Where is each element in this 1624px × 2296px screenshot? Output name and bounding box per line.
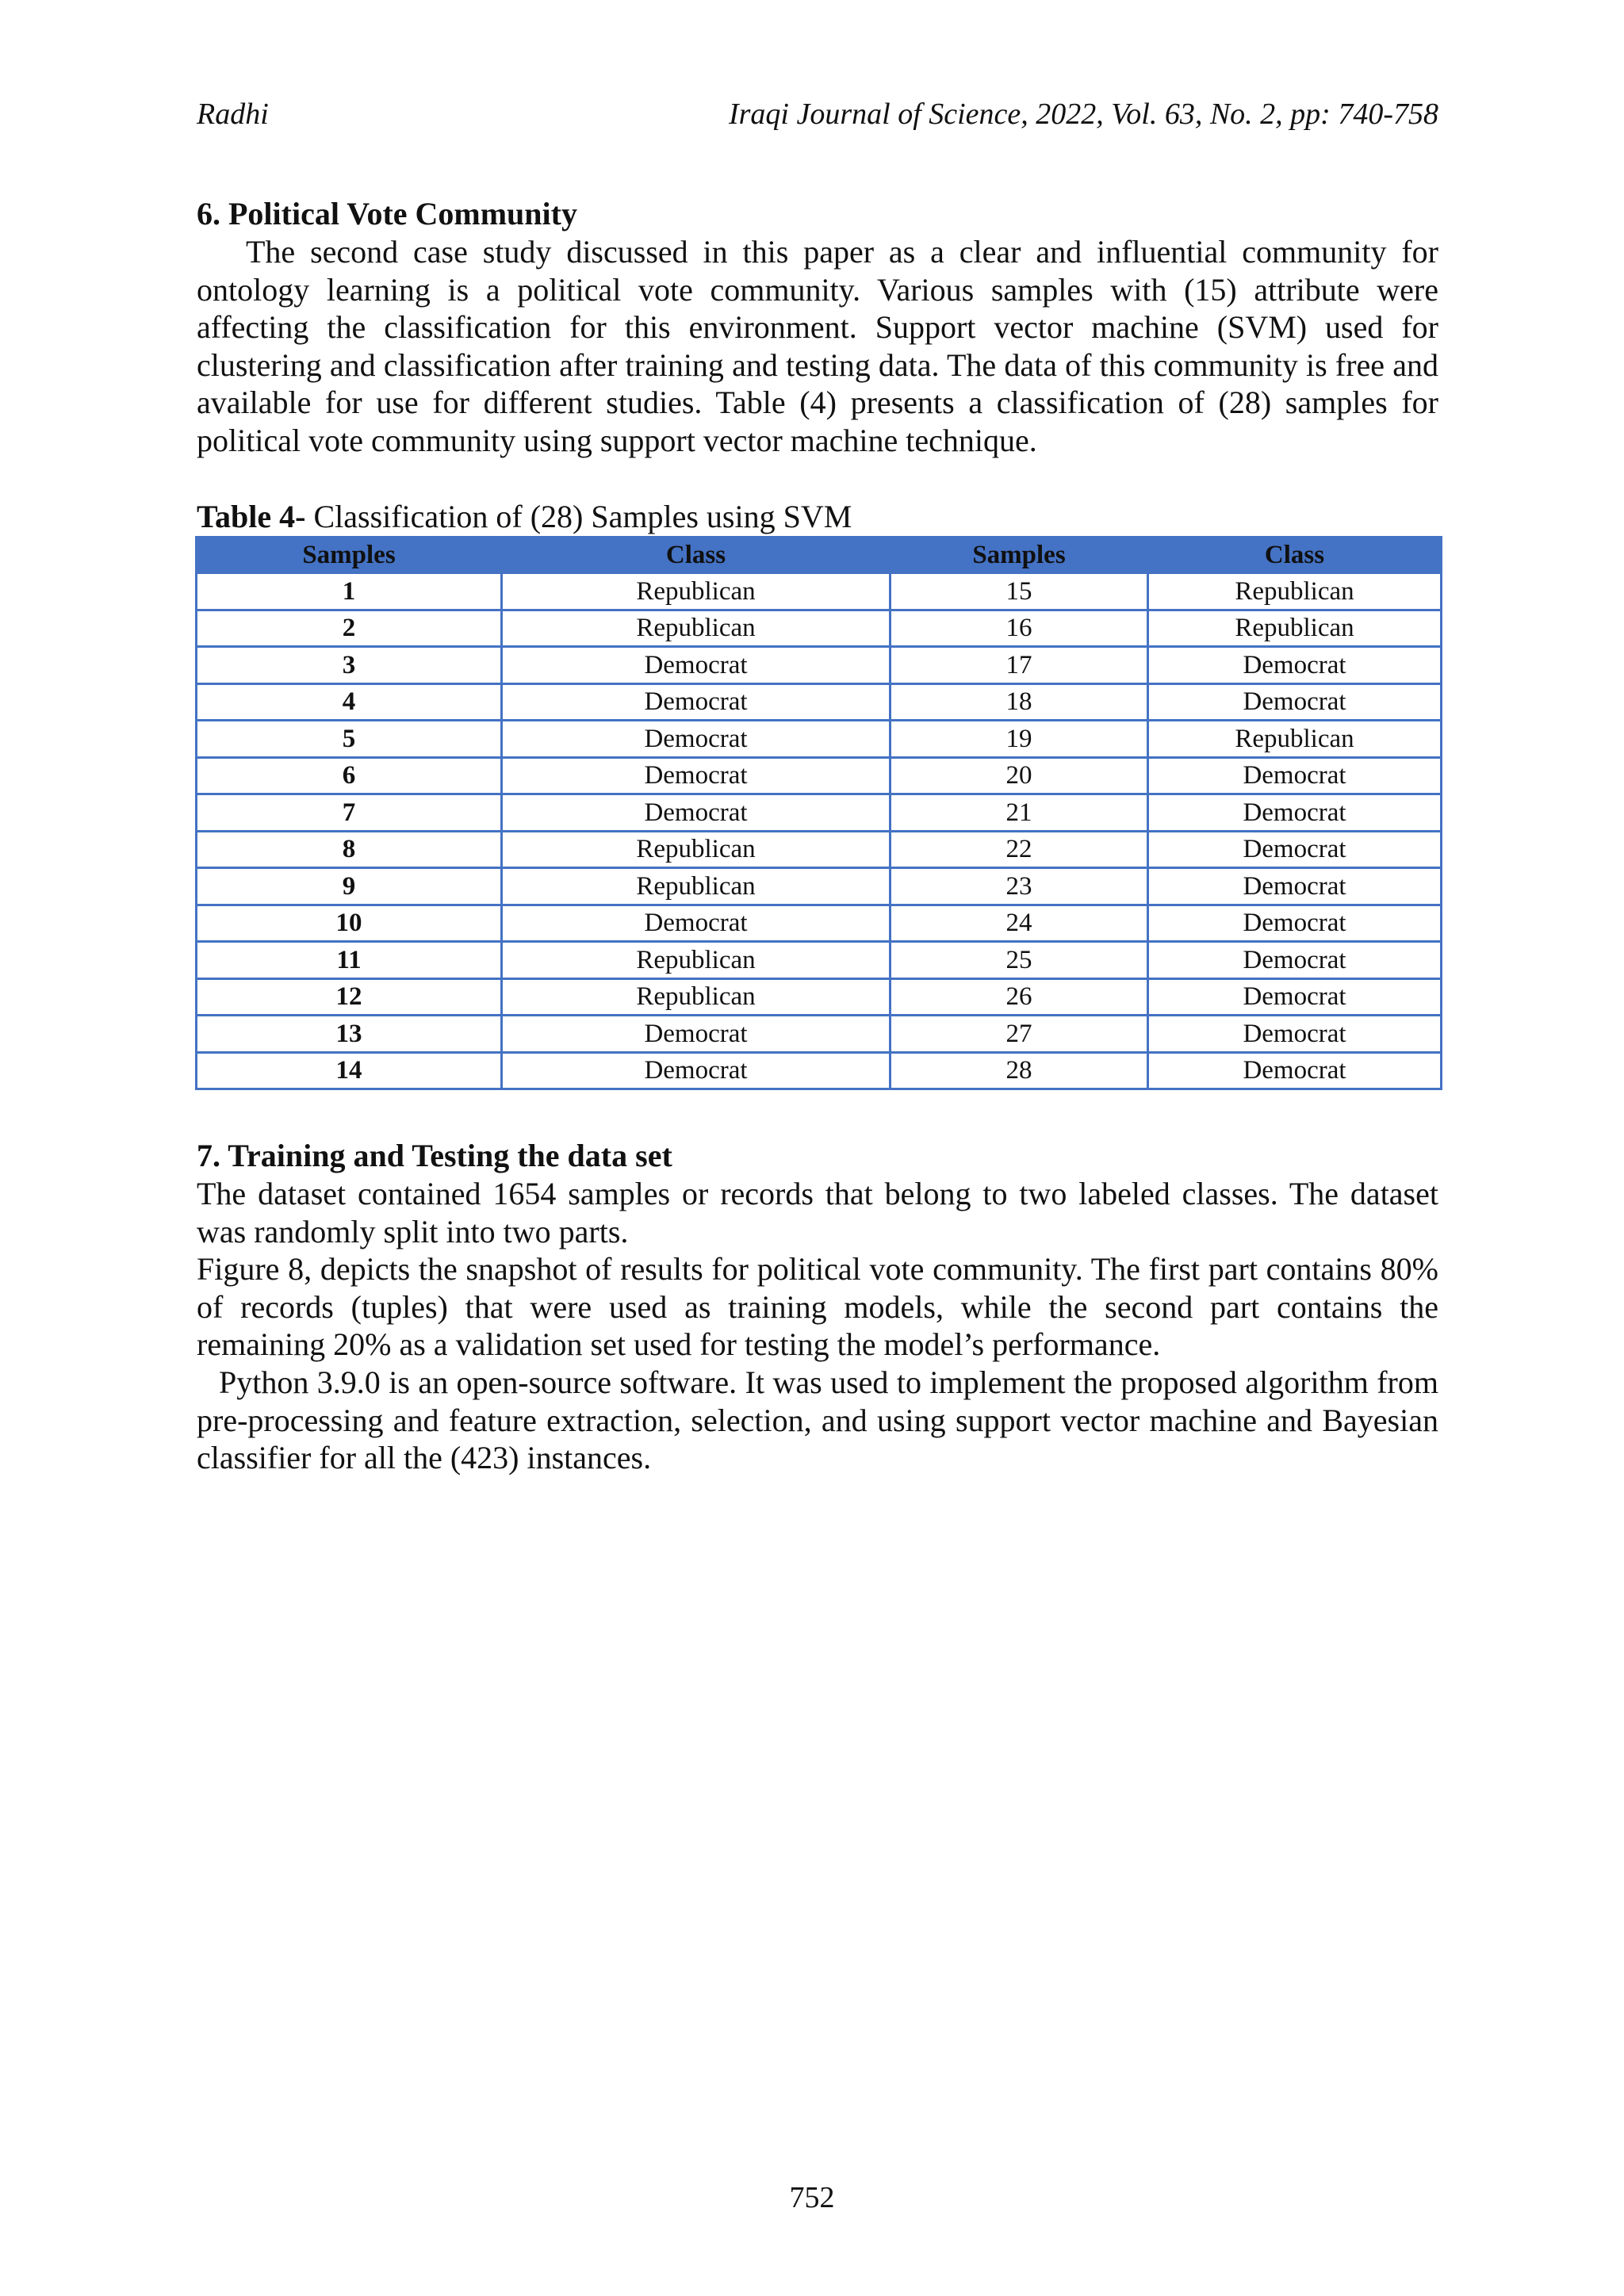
- class-cell: Democrat: [1148, 1016, 1442, 1053]
- sample-number-cell: 15: [891, 573, 1148, 610]
- class-cell: Republican: [502, 978, 891, 1016]
- section-7-paragraph-3: Python 3.9.0 is an open-source software. It was used to implement the proposed algorithm from pre-processing and feature extraction, selection, and using support vector machine and Bayesian classifier for all the (423) instances.: [197, 1364, 1438, 1475]
- class-cell: Democrat: [1148, 978, 1442, 1016]
- class-cell: Republican: [502, 942, 891, 979]
- class-cell: Democrat: [502, 1016, 891, 1053]
- sample-number-cell: 14: [197, 1052, 502, 1089]
- class-cell: Democrat: [1148, 905, 1442, 942]
- sample-number-cell: 2: [197, 610, 502, 647]
- table-row: [197, 610, 1442, 647]
- sample-number-cell: 6: [197, 757, 502, 794]
- sample-number-cell: 10: [197, 905, 502, 942]
- header-samples-2: Samples: [891, 538, 1148, 573]
- table-row: [197, 831, 1442, 868]
- sample-number-cell: 20: [891, 757, 1148, 794]
- sample-number-cell: 23: [891, 868, 1148, 905]
- table-header-row: [197, 538, 1442, 573]
- class-cell: Democrat: [1148, 1052, 1442, 1089]
- table-caption: [197, 498, 852, 536]
- sample-number-cell: 5: [197, 721, 502, 758]
- header-samples-1: Samples: [197, 538, 502, 573]
- table-row: [197, 1016, 1442, 1053]
- running-header: [197, 95, 1438, 133]
- sample-number-cell: 11: [197, 942, 502, 979]
- table-row: [197, 905, 1442, 942]
- table-row: [197, 1052, 1442, 1089]
- table-row: [197, 978, 1442, 1016]
- class-cell: Republican: [502, 610, 891, 647]
- classification-table: [195, 536, 1442, 1090]
- table-caption-text: Classification of (28) Samples using SVM: [305, 499, 852, 534]
- sample-number-cell: 22: [891, 831, 1148, 868]
- page-number: 752: [789, 2181, 835, 2214]
- header-author: Radhi: [197, 98, 269, 131]
- sample-number-cell: 27: [891, 1016, 1148, 1053]
- class-cell: Democrat: [1148, 868, 1442, 905]
- section-7-paragraph-2: Figure 8, depicts the snapshot of results for political vote community. The first part contains 80% of records (tuples) that were used as training models, while the second part contains the remaining 20% as a validation set used for testing the model’s performance.: [197, 1251, 1438, 1362]
- section-6-paragraph: The second case study discussed in this paper as a clear and influential community for ontology learning is a political vote community. Various samples with (15) attribute were affecting the classification for this environment. Support vector machine (SVM) used for clustering and classification after training and testing data. The data of this community is free and available for use for different studies. Table (4) presents a classification of (28) samples for political vote community using support vector machine technique.: [197, 234, 1438, 458]
- class-cell: Democrat: [1148, 831, 1442, 868]
- table-row: [197, 757, 1442, 794]
- table-row: [197, 647, 1442, 684]
- sample-number-cell: 13: [197, 1016, 502, 1053]
- class-cell: Democrat: [1148, 757, 1442, 794]
- class-cell: Democrat: [1148, 794, 1442, 832]
- class-cell: Republican: [1148, 573, 1442, 610]
- class-cell: Republican: [502, 868, 891, 905]
- sample-number-cell: 24: [891, 905, 1148, 942]
- table-caption-label: Table 4-: [197, 499, 306, 534]
- section-7-paragraph-1: The dataset contained 1654 samples or records that belong to two labeled classes. The dataset was randomly split into two parts.: [197, 1176, 1438, 1249]
- sample-number-cell: 21: [891, 794, 1148, 832]
- class-cell: Republican: [1148, 721, 1442, 758]
- sample-number-cell: 26: [891, 978, 1148, 1016]
- header-journal: Iraqi Journal of Science, 2022, Vol. 63, No. 2, pp: 740-758: [728, 98, 1438, 131]
- table-row: [197, 868, 1442, 905]
- class-cell: Democrat: [502, 1052, 891, 1089]
- class-cell: Democrat: [502, 683, 891, 721]
- sample-number-cell: 8: [197, 831, 502, 868]
- table-row: [197, 942, 1442, 979]
- class-cell: Democrat: [1148, 683, 1442, 721]
- section-6-heading: 6. Political Vote Community: [197, 196, 577, 232]
- section-7-heading: 7. Training and Testing the data set: [197, 1138, 672, 1173]
- class-cell: Democrat: [502, 905, 891, 942]
- class-cell: Democrat: [502, 721, 891, 758]
- sample-number-cell: 9: [197, 868, 502, 905]
- sample-number-cell: 3: [197, 647, 502, 684]
- class-cell: Democrat: [502, 647, 891, 684]
- sample-number-cell: 28: [891, 1052, 1148, 1089]
- class-cell: Republican: [502, 831, 891, 868]
- sample-number-cell: 12: [197, 978, 502, 1016]
- sample-number-cell: 19: [891, 721, 1148, 758]
- class-cell: Democrat: [502, 794, 891, 832]
- class-cell: Republican: [1148, 610, 1442, 647]
- class-cell: Democrat: [1148, 942, 1442, 979]
- sample-number-cell: 1: [197, 573, 502, 610]
- sample-number-cell: 25: [891, 942, 1148, 979]
- sample-number-cell: 16: [891, 610, 1148, 647]
- class-cell: Democrat: [1148, 647, 1442, 684]
- table-row: [197, 683, 1442, 721]
- sample-number-cell: 18: [891, 683, 1148, 721]
- table-row: [197, 794, 1442, 832]
- sample-number-cell: 17: [891, 647, 1148, 684]
- class-cell: Republican: [502, 573, 891, 610]
- header-class-1: Class: [502, 538, 891, 573]
- table-row: [197, 573, 1442, 610]
- sample-number-cell: 7: [197, 794, 502, 832]
- table-row: [197, 721, 1442, 758]
- table-body: [197, 573, 1442, 1089]
- class-cell: Democrat: [502, 757, 891, 794]
- header-class-2: Class: [1148, 538, 1442, 573]
- sample-number-cell: 4: [197, 683, 502, 721]
